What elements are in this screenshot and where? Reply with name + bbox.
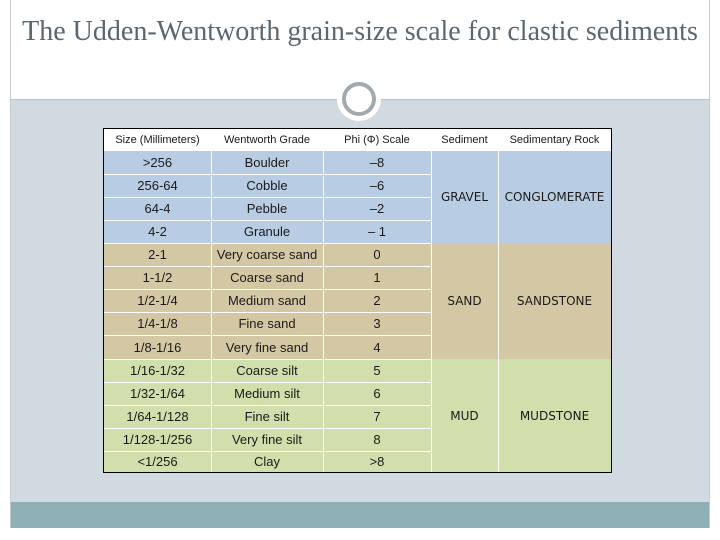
cell-size: 1/8-1/16	[133, 339, 182, 355]
cell-grade: Fine sand	[238, 316, 296, 331]
header-sediment: Sediment	[441, 134, 488, 146]
column-divider	[323, 151, 324, 472]
cell-phi: 7	[373, 409, 381, 424]
cell-phi: –6	[369, 178, 385, 193]
cell-phi: 8	[373, 432, 381, 447]
cell-grade: Granule	[243, 224, 291, 239]
cell-grade: Medium silt	[234, 386, 300, 401]
column-divider	[211, 151, 212, 472]
cell-phi: 1	[373, 270, 381, 285]
ring-ornament-icon	[337, 77, 381, 121]
cell-size: 1/2-1/4	[137, 293, 178, 308]
cell-phi: – 1	[367, 224, 387, 239]
row-divider	[104, 335, 431, 336]
cell-phi: 0	[373, 247, 381, 262]
cell-grade: Very fine sand	[225, 339, 309, 355]
cell-phi: 6	[373, 386, 381, 401]
cell-size: 1/16-1/32	[130, 363, 185, 378]
header-phi: Phi (Φ) Scale	[344, 134, 410, 146]
footer-bar	[11, 502, 709, 528]
cell-grade: Coarse sand	[230, 270, 304, 285]
grain-size-table	[103, 128, 612, 473]
rock-sandstone: SANDSTONE	[516, 294, 593, 308]
cell-grade: Pebble	[246, 201, 288, 216]
header-size: Size (Millimeters)	[115, 134, 200, 146]
cell-phi: 4	[373, 339, 381, 355]
row-divider	[104, 174, 431, 175]
cell-grade: Cobble	[246, 178, 288, 193]
header-grade: Wentworth Grade	[223, 134, 310, 146]
header-rock: Sedimentary Rock	[509, 134, 600, 146]
row-divider	[104, 289, 431, 290]
cell-size: <1/256	[137, 454, 178, 469]
sediment-gravel: GRAVEL	[440, 190, 489, 204]
column-divider	[498, 151, 499, 472]
cell-size: 1/4-1/8	[137, 316, 178, 331]
row-divider	[104, 197, 431, 198]
slide-title: The Udden-Wentworth grain-size scale for clastic sediments	[22, 16, 698, 47]
sediment-sand: SAND	[447, 294, 482, 308]
rock-mudstone: MUDSTONE	[519, 408, 590, 423]
cell-grade: Clay	[253, 454, 280, 469]
cell-grade: Fine silt	[244, 409, 290, 424]
cell-size: 1/128-1/256	[122, 432, 193, 447]
cell-grade: Coarse silt	[236, 363, 298, 378]
rock-conglomerate: CONGLOMERATE	[504, 190, 605, 204]
row-divider	[104, 382, 431, 383]
cell-size: 64-4	[144, 201, 171, 216]
cell-grade: Medium sand	[227, 293, 307, 308]
row-divider	[104, 220, 431, 221]
row-divider	[104, 405, 431, 406]
cell-size: 256-64	[137, 178, 178, 193]
cell-phi: –8	[369, 155, 385, 170]
cell-grade: Boulder	[244, 155, 290, 170]
column-divider	[431, 151, 432, 472]
cell-grade: Very fine silt	[231, 432, 303, 447]
row-divider	[104, 266, 431, 267]
sediment-mud: MUD	[450, 408, 479, 423]
row-divider	[104, 243, 431, 244]
cell-size: 4-2	[148, 224, 167, 239]
cell-size: 2-1	[148, 247, 167, 262]
row-divider	[104, 359, 431, 360]
cell-size: >256	[142, 155, 173, 170]
cell-size: 1/32-1/64	[130, 386, 185, 401]
row-divider	[104, 451, 431, 452]
cell-phi: 2	[373, 293, 381, 308]
cell-phi: –2	[369, 201, 385, 216]
row-divider	[104, 312, 431, 313]
cell-phi: 3	[373, 316, 381, 331]
cell-phi: 5	[373, 363, 381, 378]
cell-grade: Very coarse sand	[216, 247, 318, 262]
cell-phi: >8	[369, 454, 385, 469]
cell-size: 1/64-1/128	[126, 409, 189, 424]
cell-size: 1-1/2	[142, 270, 173, 285]
row-divider	[104, 428, 431, 429]
